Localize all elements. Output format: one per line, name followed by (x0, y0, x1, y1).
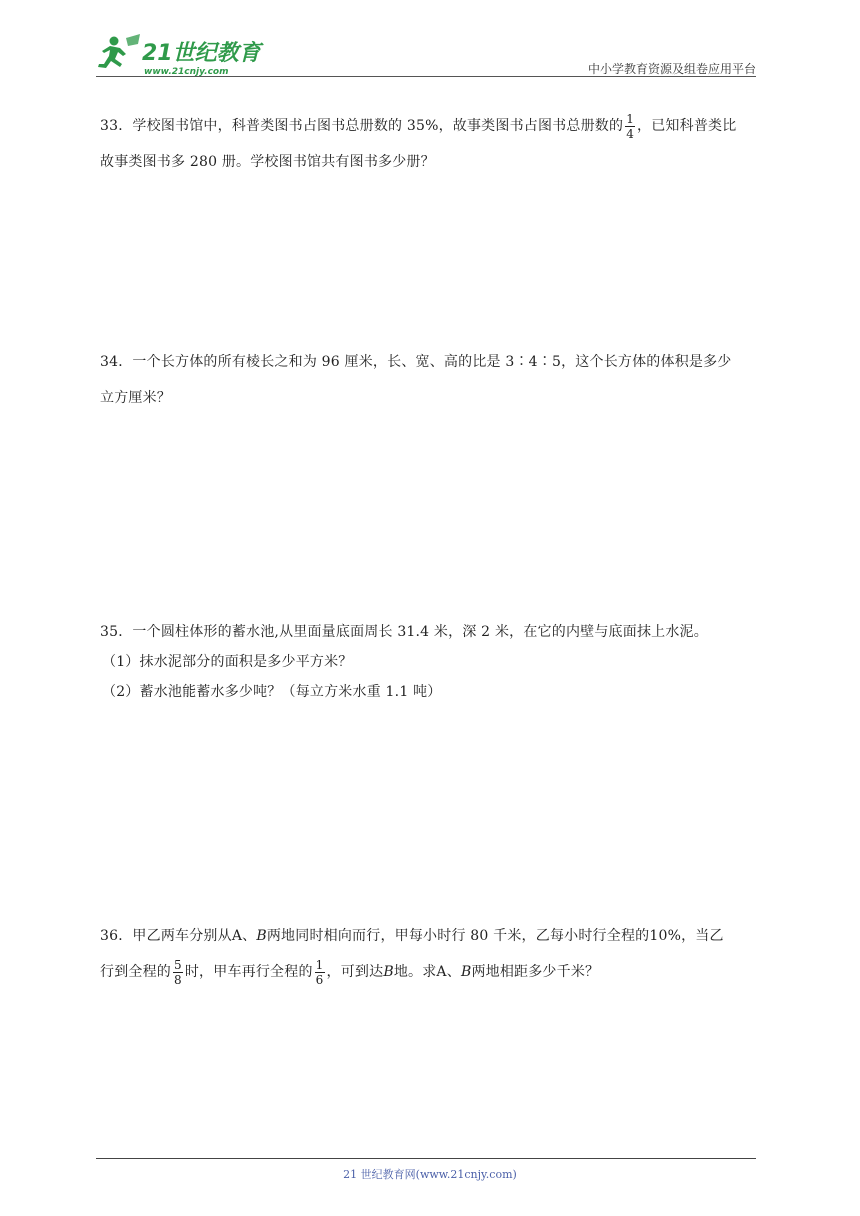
question-36-text: 36．甲乙两车分别从 (100, 928, 232, 944)
logo-url: www.21cnjy.com (144, 67, 229, 77)
question-36-text: ，可到达 (326, 964, 384, 980)
question-34-line-1: 34．一个长方体的所有棱长之和为 96 厘米，长、宽、高的比是 3∶4∶5，这个长方体的体积是多少 (100, 354, 732, 370)
question-33-line-2: 故事类图书多 280 册。学校图书馆共有图书多少册？ (100, 154, 435, 170)
question-36 (100, 922, 760, 994)
footer-divider (96, 1158, 756, 1159)
question-35-line-1: 35．一个圆柱体形的蓄水池,从里面量底面周长 31.4 米，深 2 米，在它的内壁与底面抹上水泥。 (100, 624, 708, 640)
fraction-denominator: 4 (626, 126, 635, 141)
fraction-numerator: 1 (315, 957, 324, 972)
point-a-label: A (231, 928, 243, 944)
fraction-five-eighths (173, 958, 183, 987)
question-36-line-1 (100, 922, 760, 950)
fraction-one-quarter (625, 112, 635, 141)
page-footer: 21 世纪教育网(www.21cnjy.com) (343, 1168, 517, 1181)
separator: 、 (242, 928, 257, 944)
header-divider (96, 76, 756, 77)
question-36-text: 地。求 (393, 964, 437, 980)
header-tagline: 中小学教育资源及组卷应用平台 (587, 62, 756, 76)
question-36-text: 两地同时相向而行，甲每小时行 80 千米，乙每小时行全程的10%，当乙 (266, 928, 724, 944)
point-b-label: B (383, 964, 394, 980)
question-34 (100, 348, 760, 412)
question-36-text: 时，甲车再行全程的 (184, 964, 313, 980)
question-33-line-1 (100, 104, 760, 148)
question-33-text-a: 33．学校图书馆中，科普类图书占图书总册数的 35%，故事类图书占图书总册数的 (100, 118, 624, 134)
separator: 、 (446, 964, 461, 980)
question-34-line-2: 立方厘米？ (100, 390, 171, 406)
fraction-one-sixth (315, 958, 325, 987)
question-35-part-2: （2）蓄水池能蓄水多少吨？（每立方米水重 1.1 吨） (102, 684, 442, 700)
logo-text: 21世纪教育 (142, 41, 261, 66)
fraction-denominator: 8 (174, 972, 182, 987)
question-36-line-2 (100, 950, 760, 994)
page-header (96, 30, 756, 78)
fraction-numerator: 1 (626, 111, 635, 126)
point-b-label: B (460, 964, 472, 980)
question-36-text: 行到全程的 (100, 964, 171, 980)
point-b-label: B (256, 928, 267, 944)
runner-icon (98, 34, 140, 68)
question-35 (100, 618, 760, 706)
point-a-label: A (436, 964, 447, 980)
question-33-text-b: ，已知科普类比 (637, 118, 737, 134)
question-36-text: 两地相距多少千米？ (471, 964, 600, 980)
fraction-denominator: 6 (315, 972, 324, 987)
logo (96, 32, 266, 78)
question-35-part-1: （1）抹水泥部分的面积是多少平方米？ (102, 654, 353, 670)
question-33 (100, 104, 760, 176)
fraction-numerator: 5 (174, 957, 182, 972)
